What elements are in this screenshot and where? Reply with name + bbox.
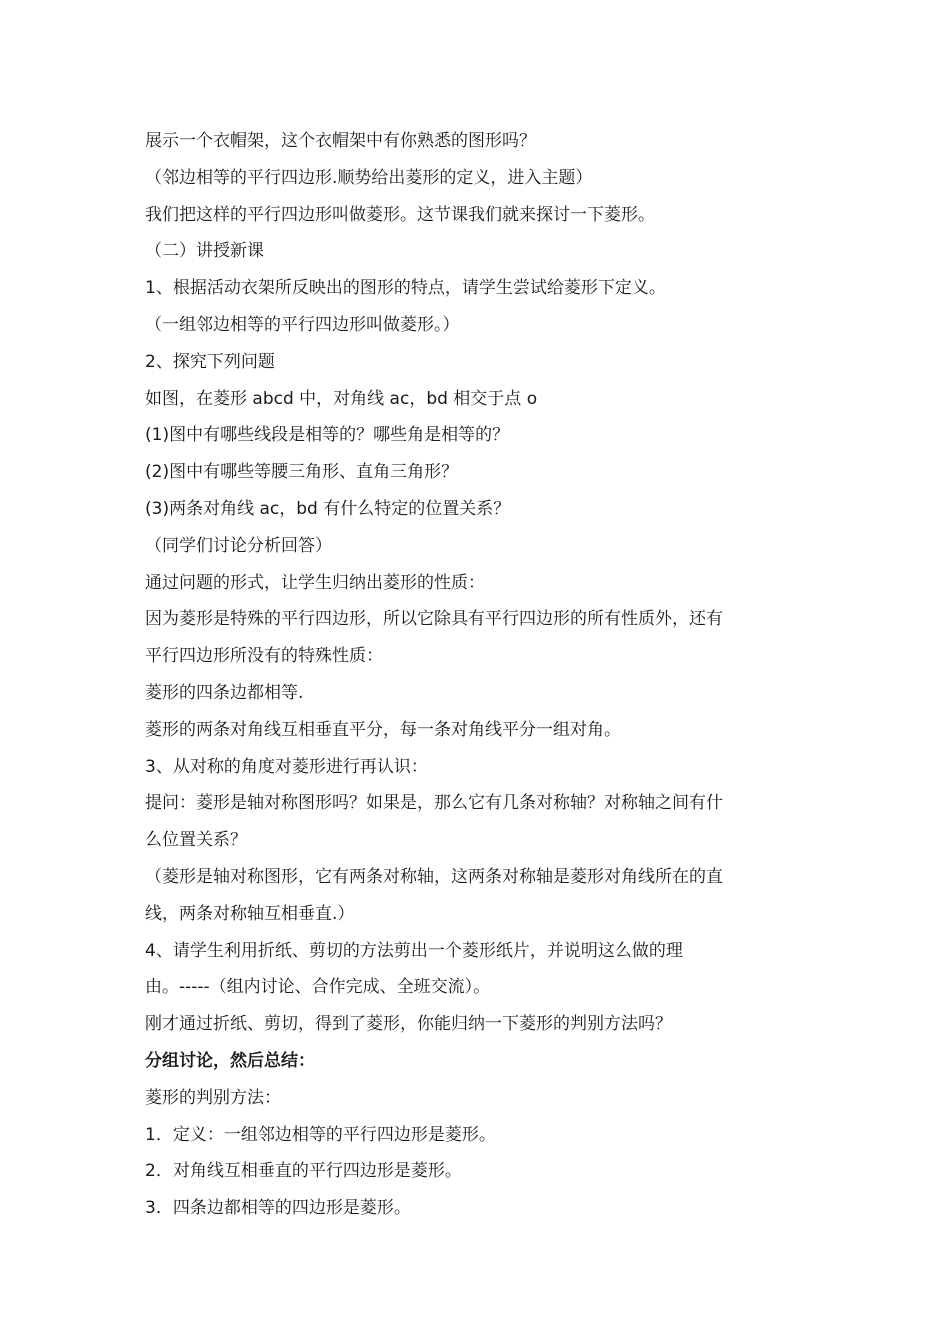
step-4-paper-cut: 4、请学生利用折纸、剪切的方法剪出一个菱形纸片，并说明这么做的理 <box>145 940 683 961</box>
section-heading-new-lesson: （二）讲授新课 <box>145 241 264 262</box>
criterion-1: 1．定义：一组邻边相等的平行四边形是菱形。 <box>145 1124 496 1145</box>
property-equal-sides: 菱形的四条边都相等. <box>145 682 304 703</box>
text-line-symmetry-question-1: 提问：菱形是轴对称图形吗？如果是，那么它有几条对称轴？对称轴之间有什 <box>145 793 723 814</box>
property-diagonals: 菱形的两条对角线互相垂直平分，每一条对角线平分一组对角。 <box>145 719 621 740</box>
text-line-group-discussion: 分组讨论，然后总结： <box>145 1050 315 1071</box>
document-body <box>145 123 825 1227</box>
text-line-properties-2: 平行四边形所没有的特殊性质： <box>145 646 383 667</box>
question-3: (3)两条对角线 ac，bd 有什么特定的位置关系？ <box>145 498 511 519</box>
text-line-symmetry-question-2: 么位置关系？ <box>145 830 247 851</box>
text-line-properties-1: 因为菱形是特殊的平行四边形，所以它除具有平行四边形的所有性质外，还有 <box>145 609 723 630</box>
text-line-figure-setup: 如图，在菱形 abcd 中，对角线 ac，bd 相交于点 o <box>145 388 538 409</box>
criterion-3: 3．四条边都相等的四边形是菱形。 <box>145 1198 411 1219</box>
text-line-criteria-heading: 菱形的判别方法： <box>145 1087 281 1108</box>
step-2-explore: 2、探究下列问题 <box>145 351 275 372</box>
text-line-definition: （一组邻边相等的平行四边形叫做菱形。） <box>145 314 460 335</box>
text-line-intro-hanger: 展示一个衣帽架，这个衣帽架中有你熟悉的图形吗？ <box>145 131 536 151</box>
text-line-paper-cut-reason: 由。-----（组内讨论、合作完成、全班交流）。 <box>145 977 491 998</box>
step-1-define: 1、根据活动衣架所反映出的图形的特点，请学生尝试给菱形下定义。 <box>145 278 666 299</box>
text-line-criteria-question: 刚才通过折纸、剪切，得到了菱形，你能归纳一下菱形的判别方法吗？ <box>145 1014 672 1035</box>
question-2: (2)图中有哪些等腰三角形、直角三角形？ <box>145 462 459 483</box>
text-line-symmetry-answer-1: （菱形是轴对称图形，它有两条对称轴，这两条对称轴是菱形对角线所在的直 <box>145 866 723 887</box>
text-line-properties-intro: 通过问题的形式，让学生归纳出菱形的性质： <box>145 572 485 593</box>
text-line-symmetry-answer-2: 线，两条对称轴互相垂直.） <box>145 903 355 924</box>
text-line-topic-intro: 我们把这样的平行四边形叫做菱形。这节课我们就来探讨一下菱形。 <box>145 204 655 225</box>
text-line-discussion: （同学们讨论分析回答） <box>145 535 332 556</box>
text-line-definition-hint: （邻边相等的平行四边形.顺势给出菱形的定义，进入主题） <box>145 167 593 188</box>
step-3-symmetry: 3、从对称的角度对菱形进行再认识： <box>145 756 428 777</box>
question-1: (1)图中有哪些线段是相等的？哪些角是相等的？ <box>145 425 510 446</box>
criterion-2: 2．对角线互相垂直的平行四边形是菱形。 <box>145 1161 462 1182</box>
